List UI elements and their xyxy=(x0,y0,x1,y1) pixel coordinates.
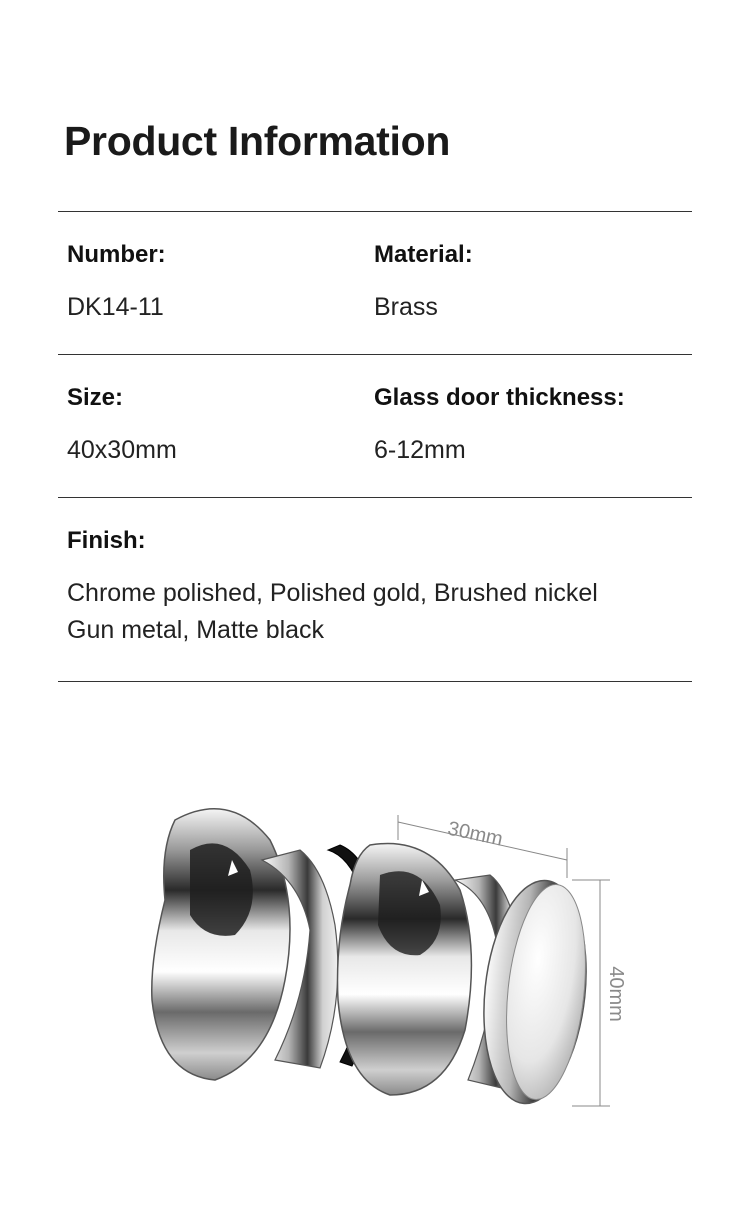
material-value: Brass xyxy=(374,293,438,321)
divider xyxy=(58,211,692,212)
product-image xyxy=(0,700,750,1224)
finish-value-line: Chrome polished, Polished gold, Brushed nickel xyxy=(67,579,598,607)
number-label: Number: xyxy=(67,241,166,268)
divider xyxy=(58,681,692,682)
finish-value-line: Gun metal, Matte black xyxy=(67,616,325,644)
divider xyxy=(58,497,692,498)
knob-left xyxy=(152,809,290,1080)
glass-thickness-value: 6-12mm xyxy=(374,436,466,464)
size-label: Size: xyxy=(67,384,124,411)
finish-label: Finish: xyxy=(67,527,146,554)
knob-right xyxy=(338,843,472,1095)
material-label: Material: xyxy=(374,241,473,268)
dimension-length-label: 30mm xyxy=(445,817,505,851)
size-value: 40x30mm xyxy=(67,436,177,464)
number-value: DK14-11 xyxy=(67,293,164,321)
glass-thickness-label: Glass door thickness: xyxy=(374,384,625,411)
dimension-height-label: 40mm xyxy=(605,966,627,1022)
divider xyxy=(58,354,692,355)
page-title: Product Information xyxy=(64,118,451,164)
